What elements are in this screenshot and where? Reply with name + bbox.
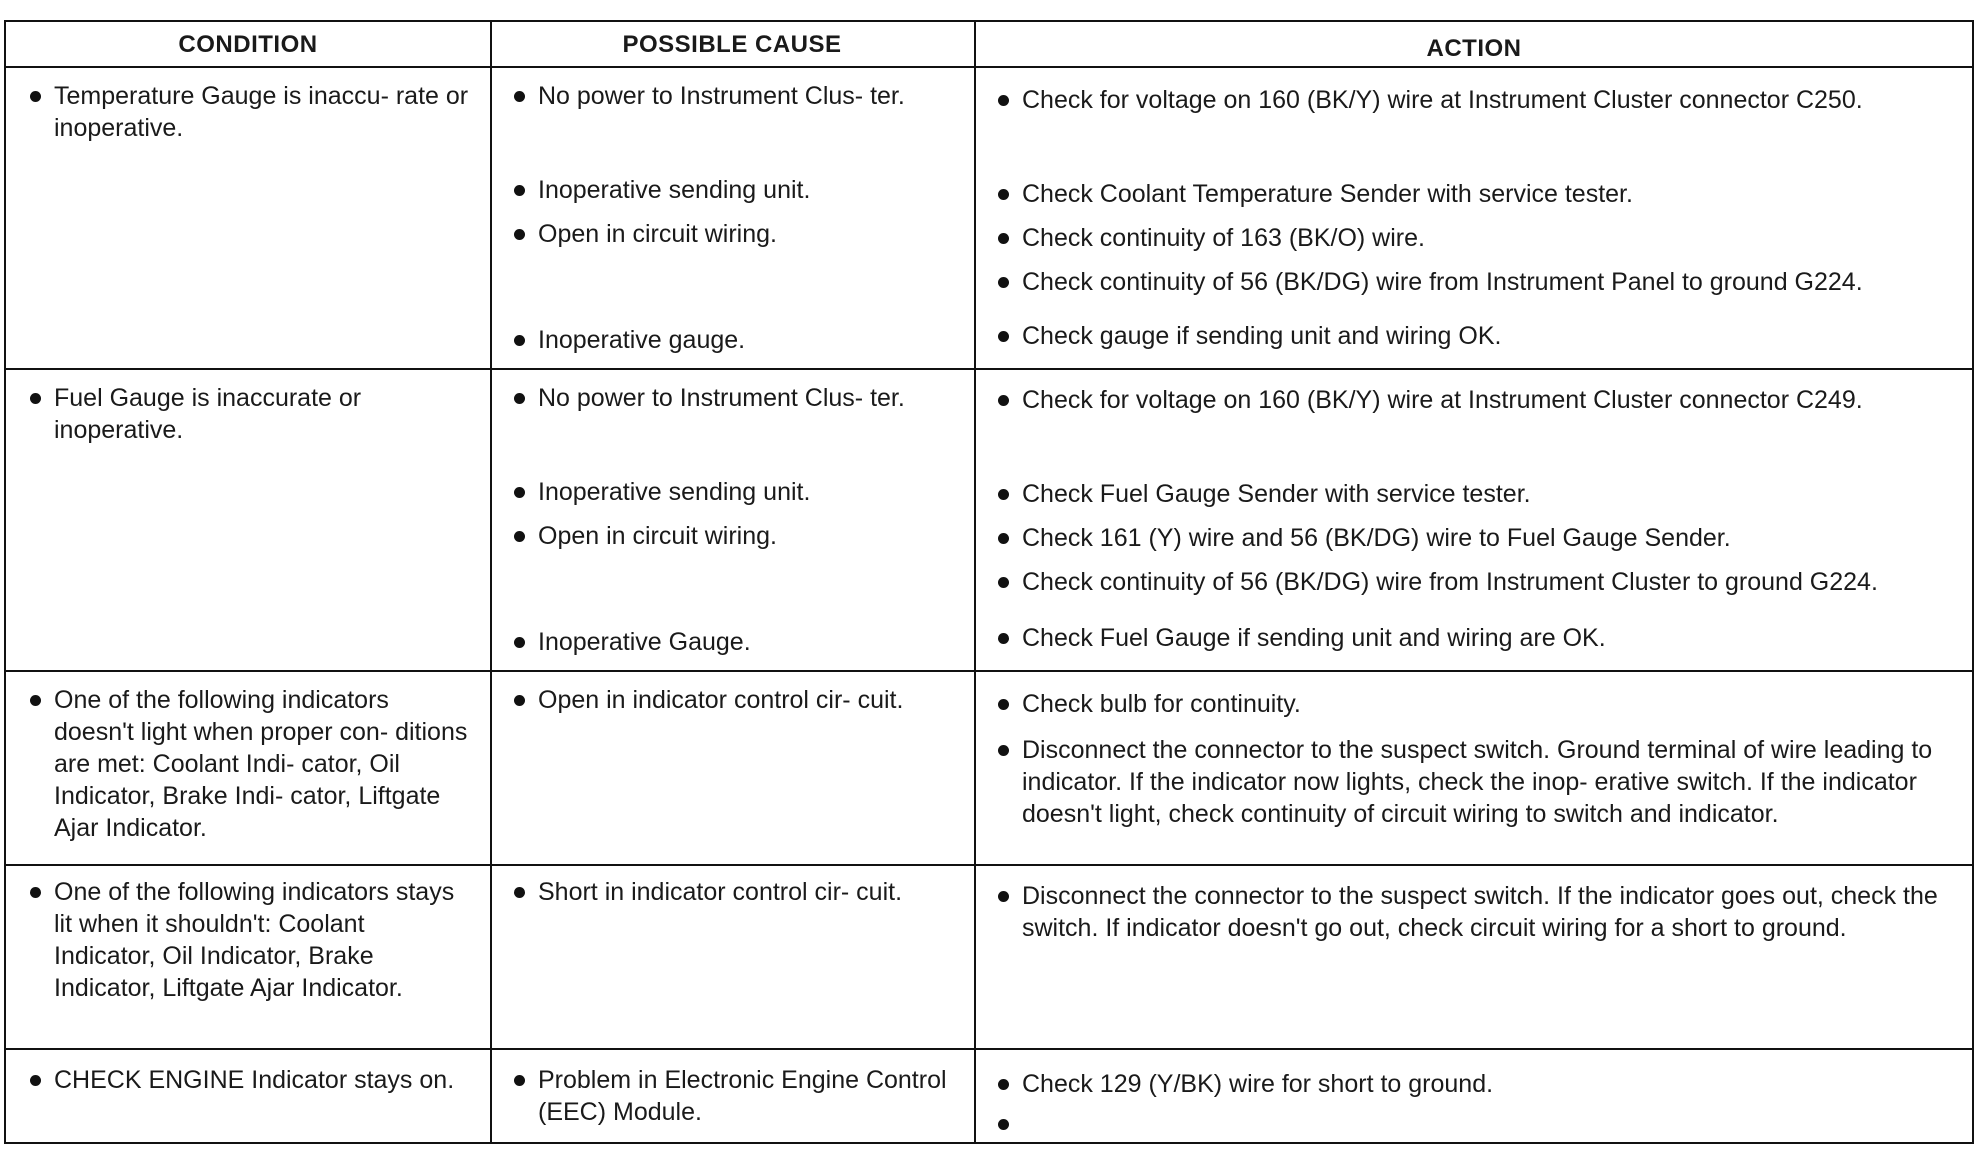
bullet-icon bbox=[998, 395, 1009, 406]
row-5-cause-cell bbox=[490, 1052, 960, 1142]
bullet-icon bbox=[514, 695, 525, 706]
row-1-condition-cell bbox=[6, 70, 470, 366]
row-2-action-cell bbox=[974, 372, 1964, 668]
header-divider bbox=[6, 66, 1972, 68]
list-item: One of the following indicators stays lit when it shouldn't: Coolant Indicator, Oil Indicator, Brake Indicator, Liftgate Ajar Indicator. bbox=[6, 876, 470, 1004]
bullet-icon bbox=[30, 393, 41, 404]
bullet-icon bbox=[998, 489, 1009, 500]
bullet-icon bbox=[514, 393, 525, 404]
list-item: Inoperative Gauge. bbox=[490, 626, 960, 658]
header-condition: CONDITION bbox=[178, 31, 318, 58]
list-item: Open in indicator control cir- cuit. bbox=[490, 684, 960, 716]
list-item: Check for voltage on 160 (BK/Y) wire at Instrument Cluster connector C250. bbox=[974, 84, 1964, 116]
list-item: No power to Instrument Clus- ter. bbox=[490, 382, 960, 414]
list-item: Check continuity of 56 (BK/DG) wire from Instrument Panel to ground G224. bbox=[974, 266, 1964, 298]
bullet-icon bbox=[30, 1075, 41, 1086]
list-item: Check continuity of 56 (BK/DG) wire from Instrument Cluster to ground G224. bbox=[974, 566, 1964, 598]
bullet-icon bbox=[30, 91, 41, 102]
list-item: Fuel Gauge is inaccurate or inoperative. bbox=[6, 382, 470, 446]
bullet-icon bbox=[514, 487, 525, 498]
bullet-icon bbox=[30, 887, 41, 898]
row-3-condition-cell bbox=[6, 674, 470, 862]
list-item: Open in circuit wiring. bbox=[490, 218, 960, 250]
list-item: Short in indicator control cir- cuit. bbox=[490, 876, 960, 908]
bullet-icon bbox=[998, 533, 1009, 544]
list-item: Inoperative sending unit. bbox=[490, 476, 960, 508]
bullet-icon bbox=[30, 695, 41, 706]
bullet-icon bbox=[998, 95, 1009, 106]
list-item: Check Fuel Gauge Sender with service tester. bbox=[974, 478, 1964, 510]
row-3-cause-cell bbox=[490, 674, 960, 862]
list-item: Open in circuit wiring. bbox=[490, 520, 960, 552]
row-2-condition-cell bbox=[6, 372, 470, 668]
row-5-condition-cell bbox=[6, 1052, 470, 1142]
bullet-icon bbox=[998, 1119, 1009, 1130]
list-item: Check 129 (Y/BK) wire for short to ground. bbox=[974, 1068, 1964, 1100]
list-item: Disconnect the connector to the suspect switch. Ground terminal of wire leading to indicator. If the indicator now lights, check the inop- erative switch. If the indicator doesn't light, check continuity of circuit wiring to switch and indicator. bbox=[974, 734, 1964, 830]
row-divider bbox=[6, 670, 1972, 672]
row-4-cause-cell bbox=[490, 868, 960, 1046]
bullet-icon bbox=[514, 229, 525, 240]
bullet-icon bbox=[998, 277, 1009, 288]
header-action: ACTION bbox=[1426, 35, 1522, 62]
list-item: Check 161 (Y) wire and 56 (BK/DG) wire to Fuel Gauge Sender. bbox=[974, 522, 1964, 554]
row-divider bbox=[6, 864, 1972, 866]
bullet-icon bbox=[998, 331, 1009, 342]
list-item: Check Coolant Temperature Sender with service tester. bbox=[974, 178, 1964, 210]
bullet-icon bbox=[514, 91, 525, 102]
bullet-icon bbox=[514, 1075, 525, 1086]
list-item: Inoperative gauge. bbox=[490, 324, 960, 356]
list-item: Disconnect the connector to the suspect switch. If the indicator goes out, check the switch. If indicator doesn't go out, check circuit wiring for a short to ground. bbox=[974, 880, 1964, 944]
row-1-cause-cell bbox=[490, 70, 960, 366]
bullet-icon bbox=[998, 699, 1009, 710]
list-item: Inoperative sending unit. bbox=[490, 174, 960, 206]
list-item: No power to Instrument Clus- ter. bbox=[490, 80, 960, 112]
list-item: Problem in Electronic Engine Control (EEC) Module. bbox=[490, 1064, 960, 1128]
bullet-icon bbox=[998, 1079, 1009, 1090]
list-item: Check bulb for continuity. bbox=[974, 688, 1964, 720]
bullet-icon bbox=[514, 335, 525, 346]
row-divider bbox=[6, 368, 1972, 370]
row-4-action-cell bbox=[974, 868, 1964, 1046]
bullet-icon bbox=[998, 891, 1009, 902]
bullet-icon bbox=[514, 185, 525, 196]
bullet-icon bbox=[514, 887, 525, 898]
list-item: CHECK ENGINE Indicator stays on. bbox=[6, 1064, 470, 1096]
row-4-condition-cell bbox=[6, 868, 470, 1046]
bullet-icon bbox=[514, 531, 525, 542]
list-item: Check gauge if sending unit and wiring OK. bbox=[974, 320, 1964, 352]
list-item: Check for voltage on 160 (BK/Y) wire at Instrument Cluster connector C249. bbox=[974, 384, 1964, 416]
bullet-icon bbox=[998, 233, 1009, 244]
list-item: Check continuity of 163 (BK/O) wire. bbox=[974, 222, 1964, 254]
bullet-icon bbox=[514, 637, 525, 648]
bullet-icon bbox=[998, 189, 1009, 200]
list-item: Temperature Gauge is inaccu- rate or inoperative. bbox=[6, 80, 470, 144]
row-5-action-cell bbox=[974, 1052, 1964, 1142]
header-possible-cause: POSSIBLE CAUSE bbox=[622, 31, 842, 58]
row-1-action-cell bbox=[974, 70, 1964, 366]
row-2-cause-cell bbox=[490, 372, 960, 668]
diagnosis-table bbox=[4, 20, 1974, 1144]
row-3-action-cell bbox=[974, 674, 1964, 862]
bullet-icon bbox=[998, 633, 1009, 644]
bullet-icon bbox=[998, 745, 1009, 756]
row-divider bbox=[6, 1048, 1972, 1050]
list-item: One of the following indicators doesn't light when proper con- ditions are met: Coolant Indi- cator, Oil Indicator, Brake Indi- cator, Liftgate Ajar Indicator. bbox=[6, 684, 470, 844]
list-item: Check Fuel Gauge if sending unit and wiring are OK. bbox=[974, 622, 1964, 654]
bullet-icon bbox=[998, 577, 1009, 588]
